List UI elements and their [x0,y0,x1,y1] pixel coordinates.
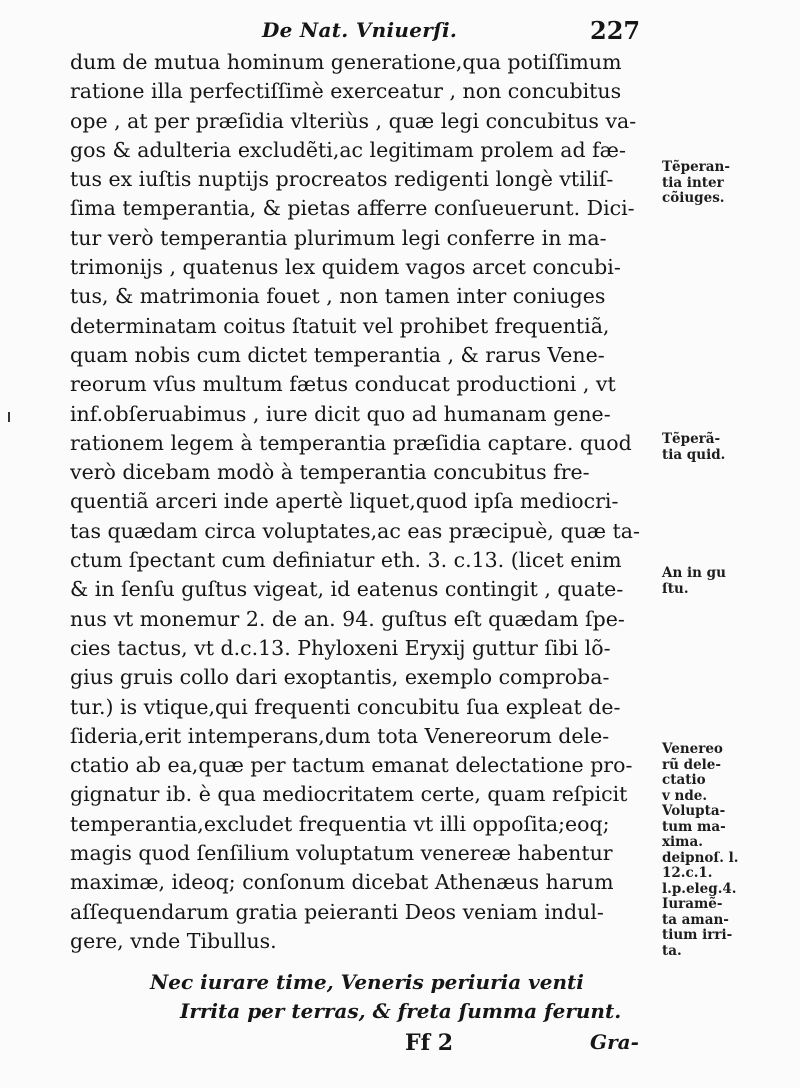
verse-line-1: Nec iurare time, Veneris periuria venti [150,970,584,994]
body-text [70,48,655,956]
catchword: Gra- [590,1030,639,1054]
margin-note-line: tia quid. [662,446,726,463]
margin-note-line: Iuramẽ- [662,896,723,912]
text-line: tur verò temperantia plurimum legi conferre in ma- [70,225,607,250]
text-line: tas quædam circa voluptates,ac eas præcipuè, quæ ta- [70,518,640,543]
margin-note-line: Venereo [662,741,723,757]
margin-note-line: Tẽperan- [662,159,730,175]
margin-note-gustu [662,566,787,597]
margin-note-line: ſtu. [662,580,689,597]
margin-note-line: xima. [662,834,703,850]
margin-note-line: An in gu [662,565,726,581]
text-line: ratione illa perfectiſſimè exerceatur , non concubitus [70,79,622,104]
text-line: ope , at per præſidia vlteriùs , quæ legi concubitus va- [70,108,637,133]
text-line: gignatur ib. è qua mediocritatem certe, quam reſpicit [70,782,628,807]
text-line: & in ſenſu guſtus vigeat, id eatenus contingit , quate- [70,577,624,602]
text-line: determinatam coitus ſtatuit vel prohibet frequentiã, [70,313,610,338]
margin-note-line: ctatio [662,772,706,788]
running-title: De Nat. Vniuerſi. [262,18,458,42]
margin-note-line: cõiuges. [662,190,725,206]
text-line: tur.) is vtique,qui frequenti concubitu ſua expleat de- [70,694,621,719]
margin-note-temperantia-coniuges [662,160,787,207]
text-line: tus, & matrimonia fouet , non tamen inter coniuges [70,284,606,309]
text-line: quentiã arceri inde apertè liquet,quod ipſa mediocri- [70,489,619,514]
text-line: gos & adulteria excludẽti,ac legitimam prolem ad fæ- [70,137,626,162]
margin-note-line: 12.c.1. [662,865,713,881]
text-line: nus vt monemur 2. de an. 94. guſtus eſt quædam ſpe- [70,606,625,631]
text-line: gere, vnde Tibullus. [70,928,277,953]
text-line: magis quod ſenſilium voluptatum venereæ habentur [70,841,613,866]
text-line: cies tactus, vt d.c.13. Phyloxeni Eryxij guttur ſibi lõ- [70,635,611,660]
margin-note-temperantia-quid [662,432,787,463]
page-edge-mark [8,412,10,422]
page-number: 227 [590,16,641,45]
text-line: ctatio ab ea,quæ per tactum emanat delectatione pro- [70,753,633,778]
margin-note-line: tum ma- [662,818,726,835]
margin-note-line: ta aman- [662,911,729,928]
page-header [0,10,800,50]
page-footer [0,1030,800,1060]
text-line: ſima temperantia, & pietas afferre conſueuerunt. Dici- [70,196,635,221]
margin-note-line: ta. [662,942,682,959]
margin-note-line: rũ dele- [662,756,721,773]
text-line: tus ex iuſtis nuptijs procreatos redigenti longè vtiliſ- [70,167,614,192]
text-line: gius gruis collo dari exoptantis, exemplo comproba- [70,665,610,690]
signature-mark: Ff 2 [405,1030,454,1056]
margin-note-line: l.p.eleg.4. [662,880,737,897]
margin-note-venereorum [662,742,787,959]
text-line: verò dicebam modò à temperantia concubitus fre- [70,460,590,485]
text-line: aſſequendarum gratia peieranti Deos veniam indul- [70,899,604,924]
text-line: rationem legem à temperantia præſidia captare. quod [70,430,632,455]
text-line: quam nobis cum dictet temperantia , & rarus Vene- [70,342,605,367]
margin-note-line: Tẽperã- [662,431,721,447]
margin-note-line: Volupta- [662,803,726,819]
text-line: temperantia,excludet frequentia vt illi oppoſita;eoq; [70,811,610,836]
text-line: ſideria,erit intemperans,dum tota Venereorum dele- [70,723,610,748]
margin-note-line: tium irri- [662,927,733,943]
text-line: maximæ, ideoq; conſonum dicebat Athenæus harum [70,870,614,895]
text-line: ctum ſpectant cum definiatur eth. 3. c.13. (licet enim [70,548,622,573]
verse-line-2: Irrita per terras, & freta ſumma ferunt. [180,999,622,1023]
text-line: reorum vſus multum fætus conducat productioni , vt [70,372,616,397]
margin-note-line: tia inter [662,174,724,191]
text-line: inf.obſeruabimus , iure dicit quo ad humanam gene- [70,401,611,426]
text-line: trimonijs , quatenus lex quidem vagos arcet concubi- [70,255,621,280]
margin-note-line: deipnoſ. l. [662,849,739,866]
text-line: dum de mutua hominum generatione,qua potiſſimum [70,50,622,74]
margin-note-line: v nde. [662,787,708,804]
